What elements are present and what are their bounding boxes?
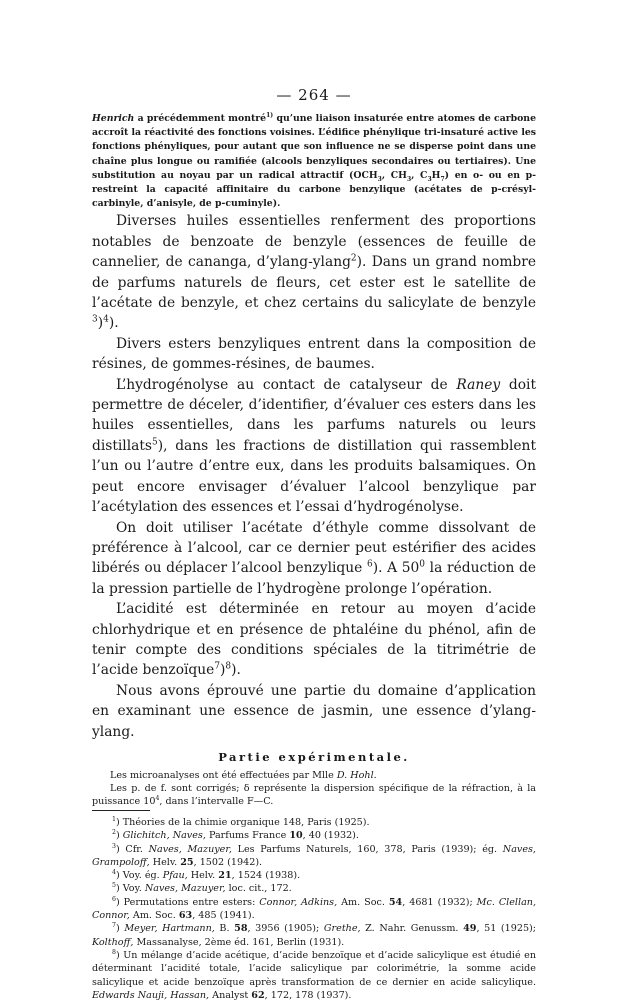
exp-line: Les microanalyses ont été effectuées par Mlle D. Hohl. <box>110 769 377 781</box>
exp-line: Les p. de f. sont corrigés; δ représente la dispersion spécifique de la réfraction, à la puissance $10^4$, dans l’intervalle F—C. <box>92 782 536 807</box>
footnote: $^8$) Un mélange d’acide acétique, d’acide benzoïque et d’acide salicylique est étudié en déterminant l’acidité totale, l’acide salicylique par colorimétrie, la somme acide salicylique et acide benzoïque après transformation de ce dernier en acide salicylique. Edwards Nauji, Hassan, Analyst 62, 172, 178 (1937). <box>92 948 536 1001</box>
footnote: $^4$) Voy. ég. Pfau, Helv. 21, 1524 (1938). <box>112 868 301 882</box>
section-heading: Partie expérimentale. <box>218 749 410 764</box>
footnote-ref: 5 <box>151 437 158 448</box>
footnote-ref: 6 <box>366 559 373 570</box>
footnote-ref: 7 <box>214 661 221 672</box>
footnote-ref: 4 <box>103 314 109 325</box>
footnote-divider <box>92 810 150 811</box>
footnote-ref: 2 <box>350 253 357 264</box>
body-paragraph: L’hydrogénolyse au contact de catalyseur de Raney doit permettre de déceler, d’identifier, d’évaluer ces esters dans les huiles essentielles, dans les parfums naturels ou leurs distillats$^5$), dans les fractions de distillation qui rassemblent l’un ou l’autre d’entre eux, dans les produits balsamiques. On peut encore envisager d’évaluer l’alcool benzylique par l’acétylation des essences et l’essai d’hydrogénolyse. <box>92 376 536 516</box>
body-paragraph: L’acidité est déterminée en retour au moyen d’acide chlorhydrique et en présence de phtaléine du phénol, afin de tenir compte des conditions spéciales de la titrimétrie de l’acide benzoïque$^7$)$^8$). <box>92 601 536 679</box>
footnote-ref: 3 <box>92 314 98 325</box>
main-text <box>92 211 536 742</box>
author-name: Henrich <box>92 113 135 124</box>
experimental-notes <box>92 769 536 808</box>
footnote: $^5$) Voy. Naves, Mazuyer, loc. cit., 172. <box>112 882 292 895</box>
footnote: $^3$) Cfr. Naves, Mazuyer, Les Parfums Naturels, 160, 378, Paris (1939); ég. Naves, Grampoloff, Helv. 25, 1502 (1942). <box>92 842 536 868</box>
body-paragraph: On doit utiliser l’acétate d’éthyle comme dissolvant de préférence à l’alcool, car ce dernier peut estérifier des acides libérés ou déplacer l’alcool benzylique $^6$). A $50^0$ la réduction de la pression partielle de l’hydrogène prolonge l’opération. <box>92 519 536 597</box>
page-number: — 264 — <box>276 86 352 104</box>
footnote-ref: 8 <box>225 661 232 672</box>
footnote: $^1$) Théories de la chimie organique 148, Paris (1925). <box>112 815 370 828</box>
footnote: $^6$) Permutations entre esters: Connor, Adkins, Am. Soc. 54, 4681 (1932); Mc. Clellan, Connor, Am. Soc. 63, 485 (1941). <box>92 895 537 922</box>
body-paragraph: Nous avons éprouvé une partie du domaine d’application en examinant une essence de jasmin, une essence d’ylang-ylang. <box>92 682 536 740</box>
body-paragraph: Diverses huiles essentielles renferment des proportions notables de benzoate de benzyle (essences de feuille de cannelier, de cananga, d’ylang-ylang$^2$). Dans un grand nombre de parfums naturels de fleurs, cet ester est le satellite de l’acétate de benzyle, et chez certains du salicylate de benzyle $^3$)$^4$). <box>92 213 536 332</box>
footnote-ref: 1) <box>266 111 274 119</box>
footnote: $^7$) Meyer, Hartmann, B. 58, 3956 (1905); Grethe, Z. Nahr. Genussm. 49, 51 (1925); Kolthoff, Massanalyse, 2ème éd. 161, Berlin (1931). <box>92 922 537 948</box>
intro-paragraph: Henrich a précédemment montré$^{1)}$ qu’une liaison insaturée entre atomes de carbone accroît la réactivité des fonctions voisines. L’édifice phénylique tri-insaturé active les fonctions phényliques, pour autant que son influence ne se disperse point dans une chaîne plus longue ou ramifiée (alcools benzyliques secondaires ou tertiaires). Une substitution au noyau par un radical attractif ($OCH_3$, $CH_3$, $C_3H_7$) en o- ou en p- restreint la capacité affinitaire du carbone benzylique (acétates de p-crésyl-carbinyle, d’anisyle, de p-cuminyle). <box>92 111 537 210</box>
footnote: $^2$) Glichitch, Naves, Parfums France 10, 40 (1932). <box>112 829 359 842</box>
body-paragraph: Divers esters benzyliques entrent dans la composition de résines, de gommes-résines, de baumes. <box>92 335 536 373</box>
footnotes <box>92 816 536 1002</box>
